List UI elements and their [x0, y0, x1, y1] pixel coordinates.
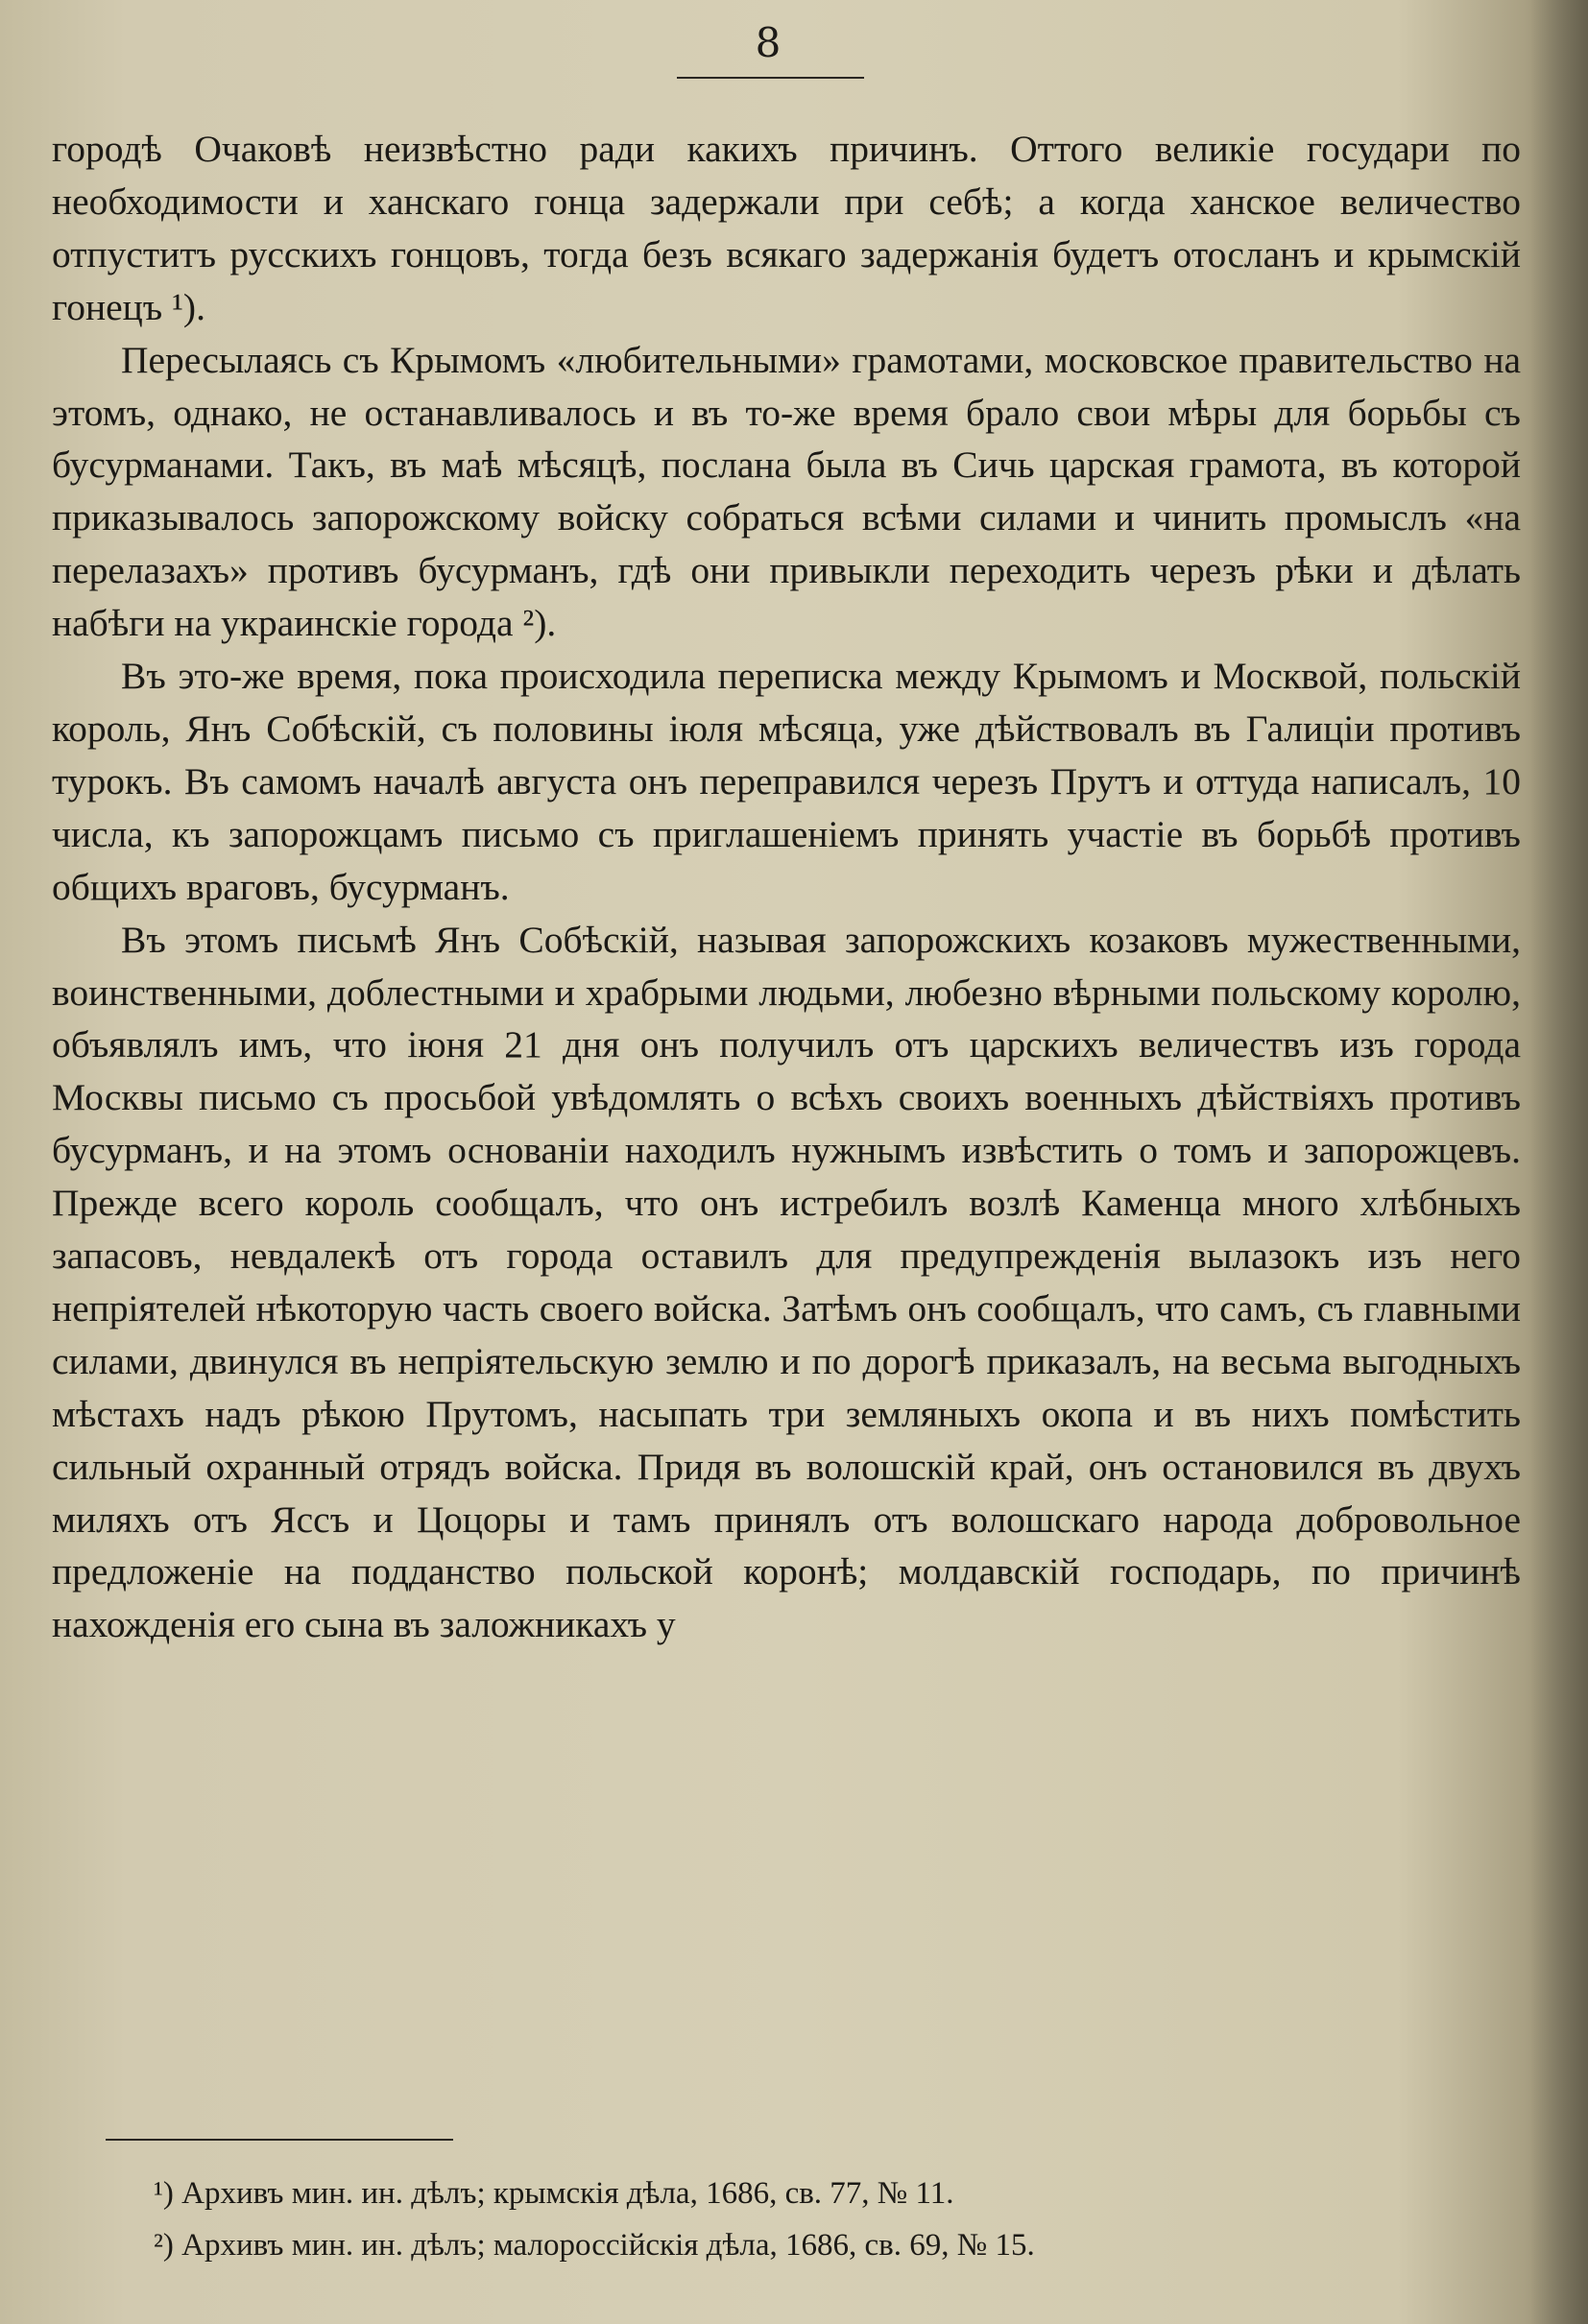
paragraph-1: городѣ Очаковѣ неизвѣстно ради какихъ причинъ. Оттого великіе государи по необходимости и ханскаго гонца задержали при себѣ; а когда ханское величество отпуститъ русскихъ гонцовъ, тогда безъ всякаго задержанія будетъ отосланъ и крымскій гонецъ ¹).: [52, 128, 1521, 328]
footnote-1: ¹) Архивъ мин. ин. дѣлъ; крымскія дѣла, 1686, св. 77, № 11.: [154, 2176, 954, 2211]
footnote-2: ²) Архивъ мин. ин. дѣлъ; малороссійскія дѣла, 1686, св. 69, № 15.: [154, 2228, 1035, 2263]
footnote-rule: [106, 2139, 453, 2141]
header-rule: [677, 77, 864, 79]
body-text: [52, 123, 1521, 1651]
footnotes: [154, 2168, 1479, 2271]
paragraph-3: Въ это-же время, пока происходила переписка между Крымомъ и Москвой, польскій король, Янъ Собѣскій, съ половины іюля мѣсяца, уже дѣйствовалъ въ Галиціи противъ турокъ. Въ самомъ началѣ августа онъ переправился черезъ Прутъ и оттуда написалъ, 10 числа, къ запорожцамъ письмо съ приглашеніемъ принять участіе въ борьбѣ противъ общихъ враговъ, бусурманъ.: [52, 655, 1521, 908]
paragraph-4: Въ этомъ письмѣ Янъ Собѣскій, называя запорожскихъ козаковъ мужественными, воинственными, доблестными и храбрыми людьми, любезно вѣрными польскому королю, объявлялъ имъ, что іюня 21 дня онъ получилъ отъ царскихъ величествъ изъ города Москвы письмо съ просьбой увѣдомлять о всѣхъ своихъ военныхъ дѣйствіяхъ противъ бусурманъ, и на этомъ основаніи находилъ нужнымъ извѣстить о томъ и запорожцевъ. Прежде всего король сообщалъ, что онъ истребилъ возлѣ Каменца много хлѣбныхъ запасовъ, невдалекѣ отъ города оставилъ для предупрежденія вылазокъ изъ него непріятелей нѣкоторую часть своего войска. Затѣмъ онъ сообщалъ, что самъ, съ главными силами, двинулся въ непріятельскую землю и по дорогѣ приказалъ, на весьма выгодныхъ мѣстахъ надъ рѣкою Прутомъ, насыпать три земляныхъ окопа и въ нихъ помѣстить сильный охранный отрядъ войска. Придя въ волошскій край, онъ остановился въ двухъ миляхъ отъ Яссъ и Цоцоры и тамъ принялъ отъ волошскаго народа добровольное предложеніе на подданство польской коронѣ; молдавскій господарь, по причинѣ нахожденія его сына въ заложникахъ у: [52, 918, 1521, 1646]
paragraph-2: Пересылаясь съ Крымомъ «любительными» грамотами, московское правительство на этомъ, однако, не останавливалось и въ то-же время брало свои мѣры для борьбы съ бусурманами. Такъ, въ маѣ мѣсяцѣ, послана была въ Сичь царская грамота, въ которой приказывалось запорожскому войску собраться всѣми силами и чинить промыслъ «на перелазахъ» противъ бусурманъ, гдѣ они привыкли переходить черезъ рѣки и дѣлать набѣги на украинскіе города ²).: [52, 338, 1521, 645]
page-number: 8: [755, 19, 782, 66]
page-edge-shadow: [1530, 0, 1588, 2324]
